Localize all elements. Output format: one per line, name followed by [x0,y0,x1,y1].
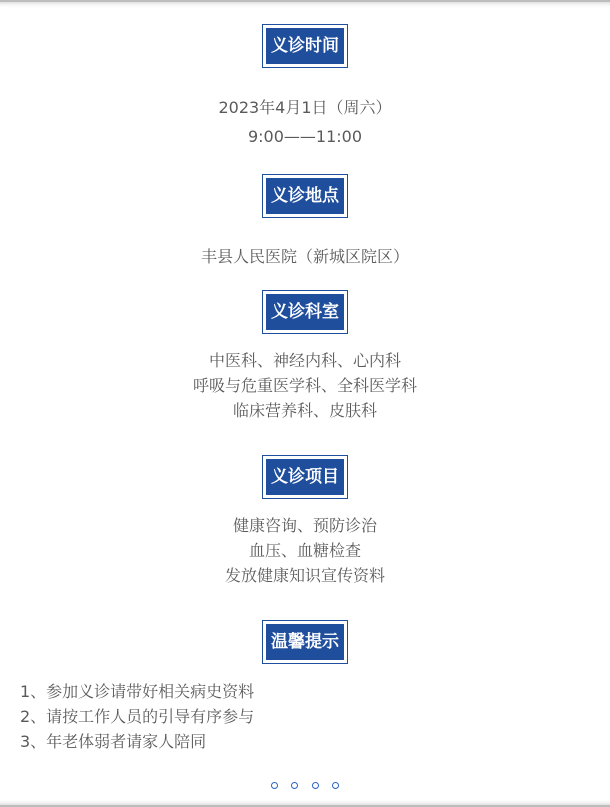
section-title-tips [262,620,348,664]
services-line-1: 健康咨询、预防诊治 [232,516,377,535]
tip-item-3: 3、年老体弱者请家人陪同 [20,732,207,751]
departments-line-1: 中医科、神经内科、心内科 [208,351,401,370]
section-title-tips-label: 温馨提示 [266,624,344,660]
section-title-time [262,24,348,68]
departments-line-3: 临床营养科、皮肤科 [232,401,377,420]
decorative-dots [0,774,610,793]
section-title-services-label: 义诊项目 [266,459,344,495]
time-date: 2023年4月1日（周六） [218,98,392,117]
services-line-3: 发放健康知识宣传资料 [224,566,385,585]
tip-item-2: 2、请按工作人员的引导有序参与 [20,707,255,726]
services-line-2: 血压、血糖检查 [248,541,361,560]
section-title-services [262,455,348,499]
dot-icon [291,782,298,789]
tip-item-1: 1、参加义诊请带好相关病史资料 [20,682,255,701]
departments-line-2: 呼吸与危重医学科、全科医学科 [192,376,417,395]
dot-icon [271,782,278,789]
dot-icon [312,782,319,789]
section-title-departments-label: 义诊科室 [266,294,344,330]
section-title-time-label: 义诊时间 [266,28,344,64]
section-title-location [262,174,348,218]
time-hours: 9:00——11:00 [247,127,363,146]
section-title-departments [262,290,348,334]
location-text: 丰县人民医院（新城区院区） [200,247,409,266]
section-title-location-label: 义诊地点 [266,178,344,214]
dot-icon [332,782,339,789]
